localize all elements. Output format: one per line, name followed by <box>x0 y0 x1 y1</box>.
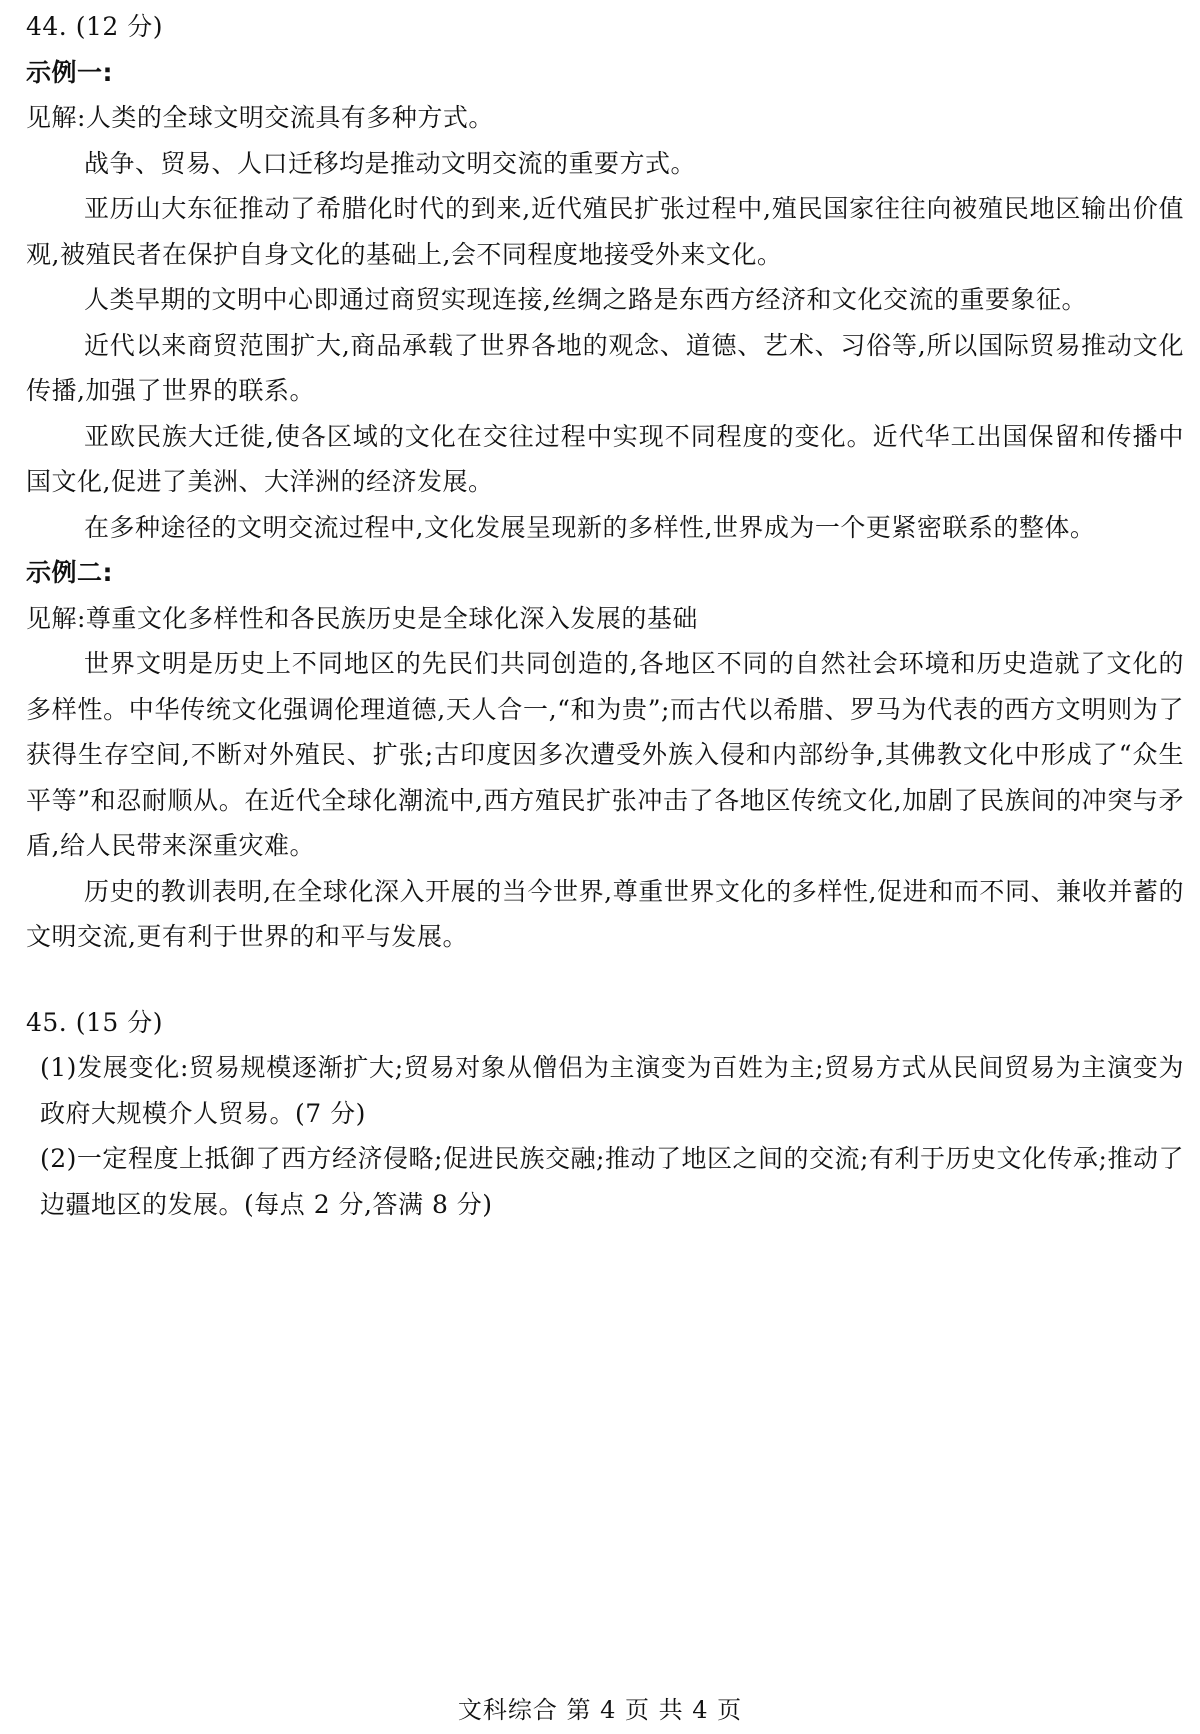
question-45-number: 45. (15 分) <box>26 1007 163 1037</box>
example-1-paragraph: 人类早期的文明中心即通过商贸实现连接,丝绸之路是东西方经济和文化交流的重要象征。 <box>84 285 1087 314</box>
question-45-item: (2)一定程度上抵御了西方经济侵略;促进民族交融;推动了地区之间的交流;有利于历史文化传承;推动了边疆地区的发展。(每点 2 分,答满 8 分) <box>40 1144 1184 1219</box>
example-1-heading: 示例一: <box>26 57 113 87</box>
example-2-view: 见解:尊重文化多样性和各民族历史是全球化深入发展的基础 <box>26 603 698 633</box>
answer-content <box>26 4 1184 1227</box>
question-45-item: (1)发展变化:贸易规模逐渐扩大;贸易对象从僧侣为主演变为百姓为主;贸易方式从民间贸易为主演变为政府大规模介人贸易。(7 分) <box>40 1053 1184 1128</box>
example-2-paragraph: 世界文明是历史上不同地区的先民们共同创造的,各地区不同的自然社会环境和历史造就了文化的多样性。中华传统文化强调伦理道德,天人合一,“和为贵”;而古代以希腊、罗马为代表的西方文明则为了获得生存空间,不断对外殖民、扩张;古印度因多次遭受外族入侵和内部纷争,其佛教文化中形成了“众生平等”和忍耐顺从。在近代全球化潮流中,西方殖民扩张冲击了各地区传统文化,加剧了民族间的冲突与矛盾,给人民带来深重灾难。 <box>26 649 1184 860</box>
section-spacer <box>26 960 1184 1000</box>
example-1-view: 见解:人类的全球文明交流具有多种方式。 <box>26 103 494 132</box>
page-footer: 文科综合 第 4 页 共 4 页 <box>457 1696 743 1724</box>
example-1-paragraph: 近代以来商贸范围扩大,商品承载了世界各地的观念、道德、艺术、习俗等,所以国际贸易推动文化传播,加强了世界的联系。 <box>26 330 1184 405</box>
example-1-paragraph: 在多种途径的文明交流过程中,文化发展呈现新的多样性,世界成为一个更紧密联系的整体。 <box>84 512 1096 542</box>
example-1-paragraph: 战争、贸易、人口迁移均是推动文明交流的重要方式。 <box>84 148 697 178</box>
example-1-paragraph: 亚欧民族大迁徙,使各区域的文化在交往过程中实现不同程度的变化。近代华工出国保留和传播中国文化,促进了美洲、大洋洲的经济发展。 <box>26 421 1184 496</box>
example-1-paragraph: 亚历山大东征推动了希腊化时代的到来,近代殖民扩张过程中,殖民国家往往向被殖民地区输出价值观,被殖民者在保护自身文化的基础上,会不同程度地接受外来文化。 <box>26 194 1184 269</box>
question-44-number: 44. (12 分) <box>26 12 163 41</box>
example-2-paragraph: 历史的教训表明,在全球化深入开展的当今世界,尊重世界文化的多样性,促进和而不同、兼收并蓄的文明交流,更有利于世界的和平与发展。 <box>26 876 1184 951</box>
example-2-heading: 示例二: <box>26 558 113 587</box>
